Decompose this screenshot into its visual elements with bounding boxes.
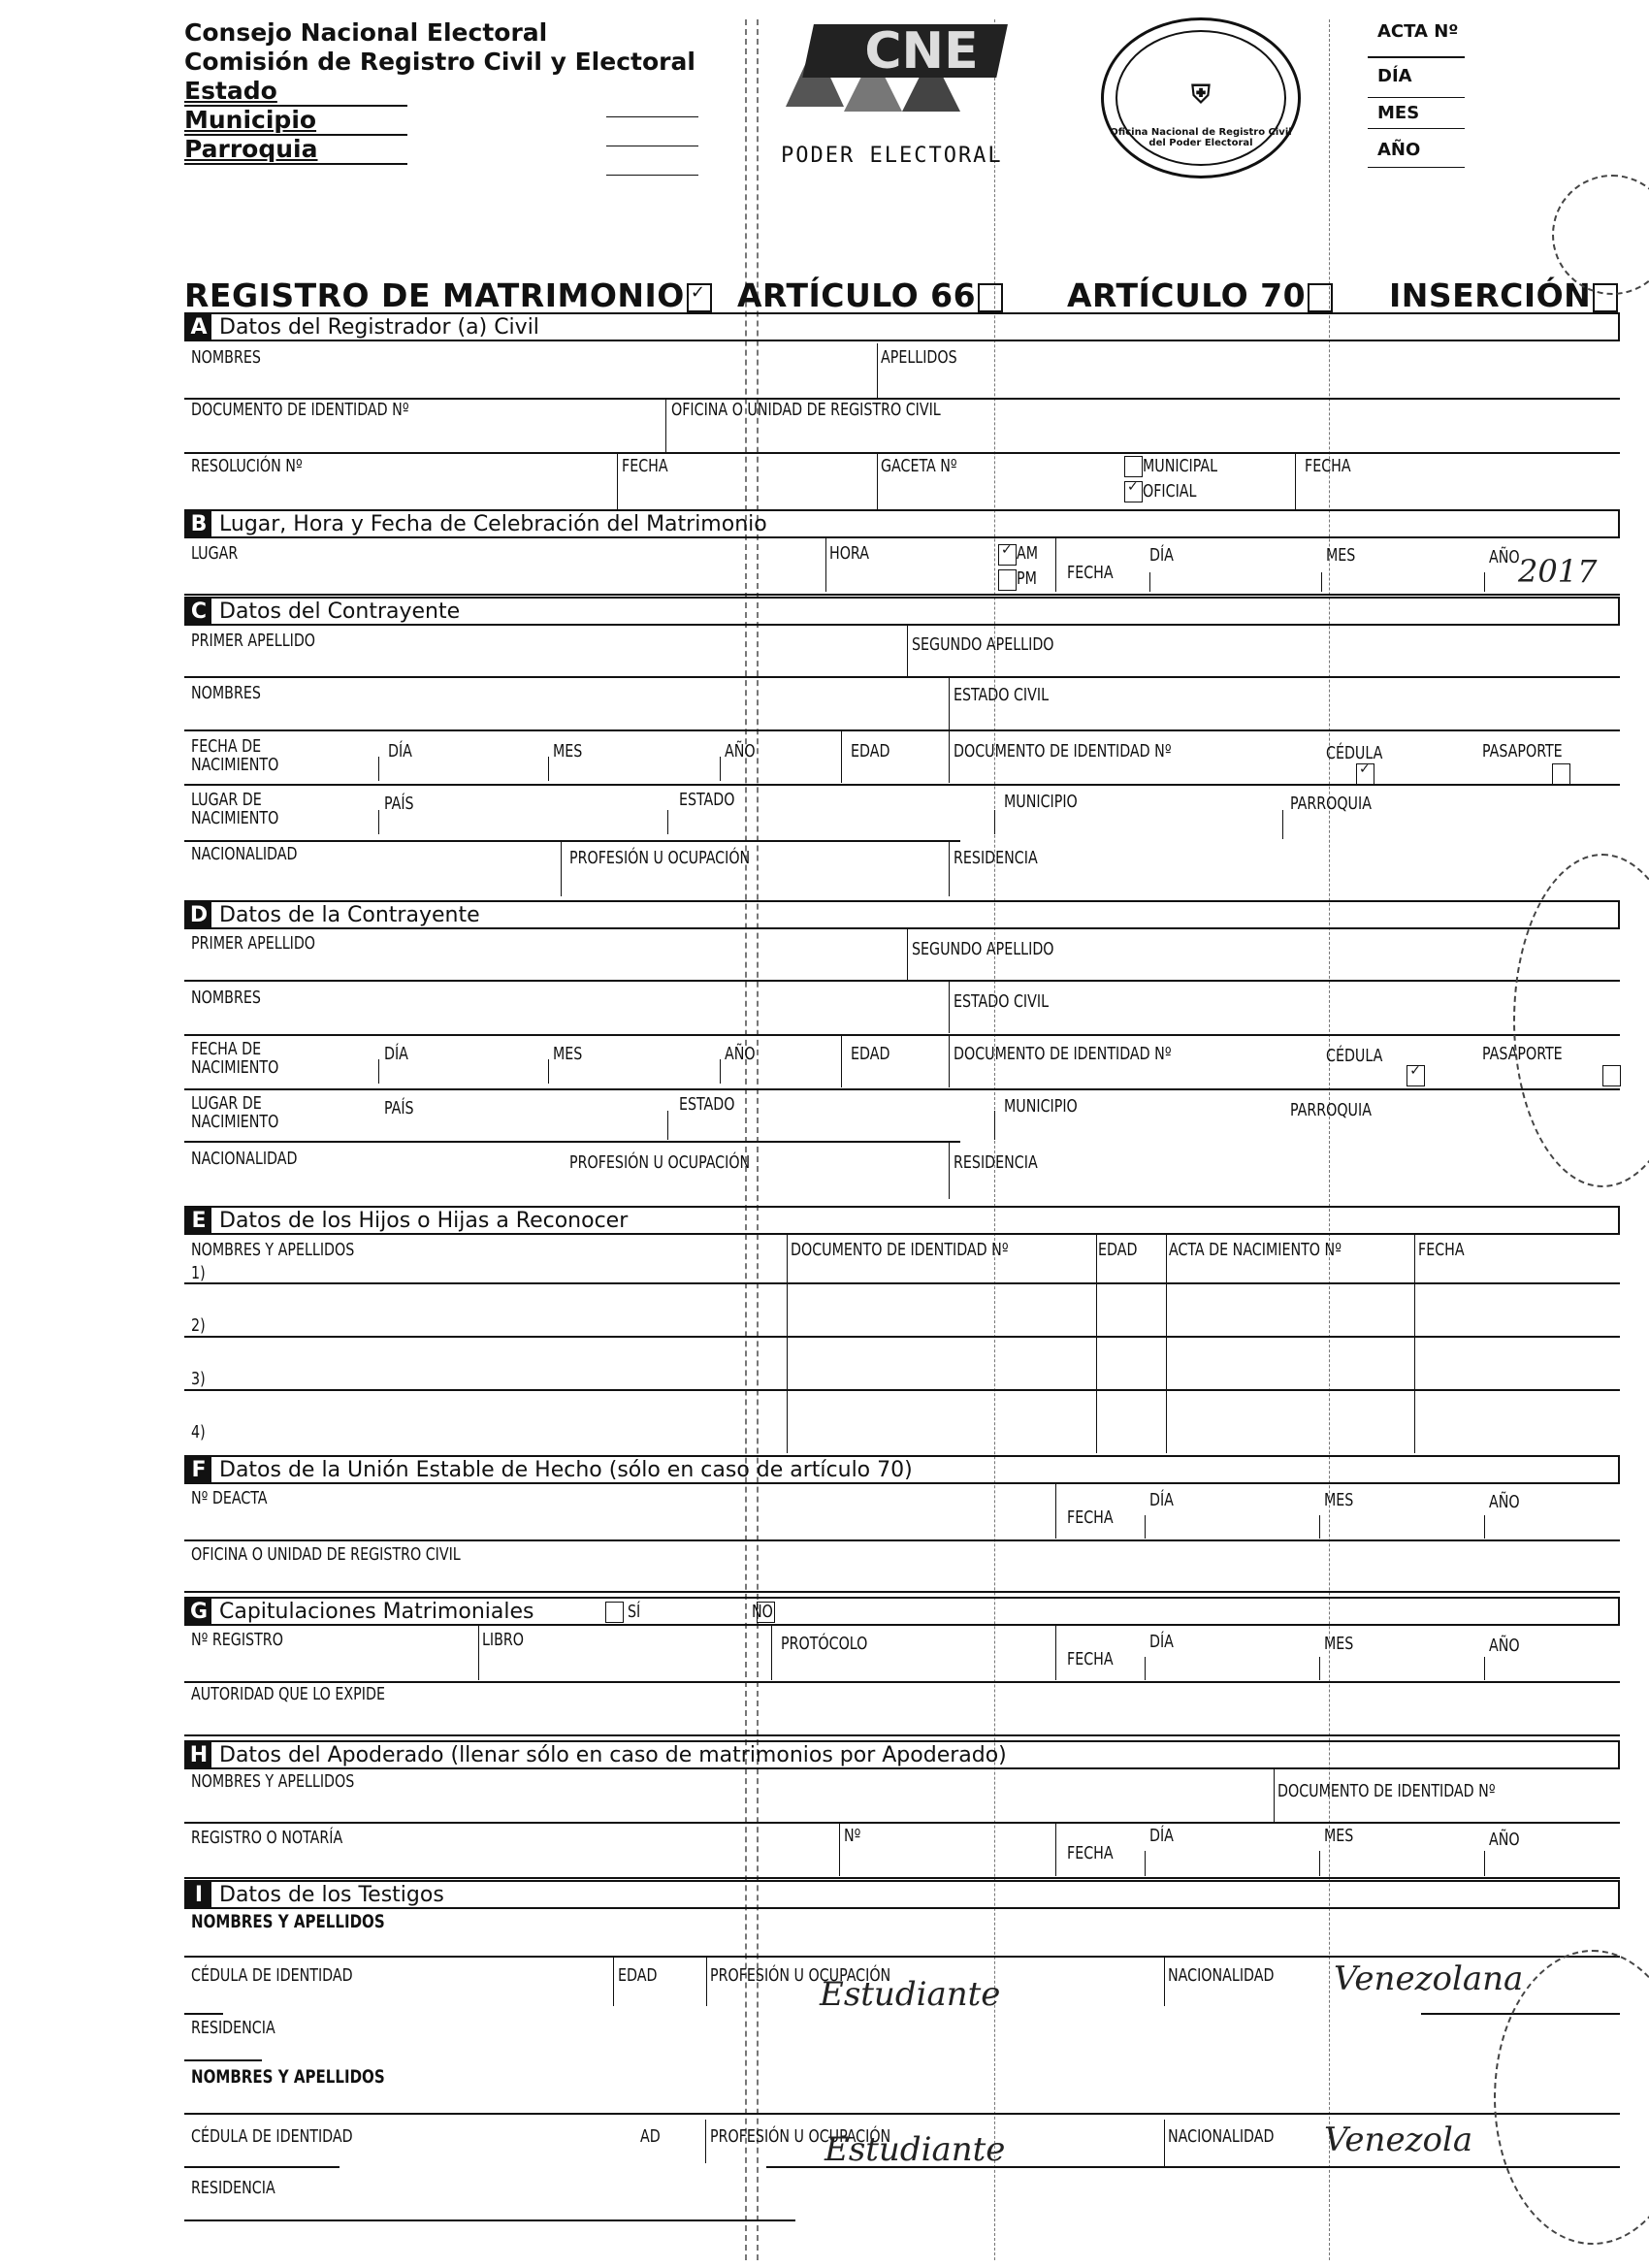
col-edad: EDAD — [1098, 1240, 1138, 1260]
celebracion-anio-label: AÑO — [1489, 547, 1520, 567]
c-fecha-nac-label: FECHA DE NACIMIENTO — [191, 736, 279, 775]
d-fecha-nac-label: FECHA DE NACIMIENTO — [191, 1039, 279, 1078]
d-documento-label: DOCUMENTO DE IDENTIDAD Nº — [954, 1044, 1172, 1064]
c-nombres-label: NOMBRES — [191, 683, 261, 703]
section-g-header — [184, 1597, 1620, 1626]
d-parroquia-label: PARROQUIA — [1290, 1100, 1372, 1120]
g-no-label: NO — [752, 1602, 773, 1622]
section-title: Capitulaciones Matrimoniales — [219, 1600, 534, 1624]
acta-mes-field[interactable] — [1368, 128, 1465, 129]
w1-residencia-label: RESIDENCIA — [191, 2018, 275, 2038]
f-mes-label: MES — [1324, 1490, 1354, 1510]
hora-label: HORA — [829, 543, 869, 564]
acta-dia-field[interactable] — [1368, 97, 1465, 98]
section-b-header — [184, 509, 1620, 538]
parroquia-line[interactable] — [606, 175, 698, 176]
articulo-66 — [737, 276, 1003, 314]
g-anio-label: AÑO — [1489, 1636, 1520, 1656]
w2-profesion-value[interactable]: Estudiante — [824, 2130, 1006, 2169]
w1-nacionalidad-value[interactable]: Venezolana — [1334, 1960, 1524, 1998]
w2-residencia-label: RESIDENCIA — [191, 2178, 275, 2198]
section-letter: D — [186, 902, 211, 927]
d-estado-civil-label: ESTADO CIVIL — [954, 991, 1050, 1012]
articulo70-checkbox[interactable] — [1308, 283, 1333, 312]
section-title: Lugar, Hora y Fecha de Celebración del Matrimonio — [219, 512, 767, 536]
h-documento-label: DOCUMENTO DE IDENTIDAD Nº — [1277, 1781, 1496, 1801]
d-nombres-label: NOMBRES — [191, 988, 261, 1008]
celebracion-fecha-label: FECHA — [1067, 563, 1114, 583]
section-title: Datos de la Contrayente — [219, 903, 480, 927]
registro-matrimonio — [184, 276, 712, 314]
d-pasaporte-label: PASAPORTE — [1482, 1044, 1563, 1064]
articulo-70 — [1067, 276, 1333, 314]
registrar-nombres-label: NOMBRES — [191, 347, 261, 368]
d-dia-label: DÍA — [384, 1044, 408, 1064]
svg-text:CNE: CNE — [864, 22, 979, 81]
d-pais-label: PAÍS — [384, 1098, 414, 1118]
registrar-apellidos-label: APELLIDOS — [881, 347, 957, 368]
scan-line — [757, 19, 759, 2260]
pm-option: PM — [996, 568, 1040, 591]
w2-cedula-label: CÉDULA DE IDENTIDAD — [191, 2126, 353, 2147]
registrar-oficina-label: OFICINA O UNIDAD DE REGISTRO CIVIL — [671, 400, 941, 420]
g-si-label: SÍ — [628, 1602, 641, 1622]
coat-of-arms-icon: ⛨ — [1191, 81, 1211, 110]
w1-profesion-label: PROFESIÓN U OCUPACIÓN — [710, 1965, 891, 1986]
section-c-header — [184, 597, 1620, 626]
w2-profesion-label: PROFESIÓN U OCUPACIÓN — [710, 2126, 891, 2147]
d-residencia-label: RESIDENCIA — [954, 1152, 1038, 1173]
f-no-acta-label: Nº DEACTA — [191, 1488, 268, 1508]
acta-no-field[interactable] — [1368, 56, 1465, 58]
c-pasaporte-label: PASAPORTE — [1482, 741, 1563, 761]
section-letter: E — [186, 1208, 211, 1233]
resolucion-label: RESOLUCIÓN Nº — [191, 456, 303, 476]
d-mes-label: MES — [553, 1044, 583, 1064]
section-letter: B — [186, 511, 211, 536]
c-primer-apellido-label: PRIMER APELLIDO — [191, 631, 316, 651]
c-cedula-checkbox[interactable]: ✓ — [1356, 763, 1374, 785]
section-letter: I — [186, 1882, 211, 1907]
registrar-documento-label: DOCUMENTO DE IDENTIDAD Nº — [191, 400, 409, 420]
h-dia-label: DÍA — [1149, 1826, 1174, 1846]
h-anio-label: AÑO — [1489, 1830, 1520, 1850]
section-title: Datos del Contrayente — [219, 599, 461, 624]
parroquia-label: Parroquia — [184, 135, 318, 163]
section-letter: F — [186, 1457, 211, 1482]
registro-checkbox[interactable]: ✓ — [687, 283, 712, 312]
acta-anio-field[interactable] — [1368, 167, 1465, 168]
section-a-header — [184, 312, 1620, 341]
acta-anio-label: AÑO — [1377, 140, 1421, 160]
c-estado-label: ESTADO — [679, 790, 735, 810]
articulo66-label: ARTÍCULO 66 — [737, 276, 977, 314]
col-fecha: FECHA — [1418, 1240, 1465, 1260]
c-edad-label: EDAD — [851, 741, 890, 761]
scan-line — [1329, 19, 1330, 2260]
c-municipio-label: MUNICIPIO — [1004, 792, 1078, 812]
c-residencia-label: RESIDENCIA — [954, 848, 1038, 868]
f-anio-label: AÑO — [1489, 1492, 1520, 1512]
pm-checkbox[interactable] — [998, 569, 1017, 591]
section-letter: H — [186, 1742, 211, 1767]
municipio-label: Municipio — [184, 106, 317, 134]
acta-mes-label: MES — [1377, 103, 1420, 123]
d-edad-label: EDAD — [851, 1044, 890, 1064]
am-checkbox[interactable]: ✓ — [998, 544, 1017, 566]
c-dia-label: DÍA — [388, 741, 412, 761]
commission-name: Comisión de Registro Civil y Electoral — [184, 48, 695, 76]
w1-edad-label: EDAD — [618, 1965, 658, 1986]
section-title: Datos del Apoderado (llenar sólo en caso de matrimonios por Apoderado) — [219, 1743, 1007, 1767]
articulo66-checkbox[interactable] — [978, 283, 1003, 312]
g-no-registro-label: Nº REGISTRO — [191, 1630, 283, 1650]
section-i-header — [184, 1880, 1620, 1909]
section-title: Datos de los Testigos — [219, 1883, 444, 1907]
g-autoridad-label: AUTORIDAD QUE LO EXPIDE — [191, 1684, 385, 1704]
gaceta-label: GACETA Nº — [881, 456, 957, 476]
w1-nombres-label: NOMBRES Y APELLIDOS — [191, 1911, 385, 1932]
section-title: Datos de los Hijos o Hijas a Reconocer — [219, 1209, 629, 1233]
registro-label: REGISTRO DE MATRIMONIO — [184, 276, 685, 314]
f-oficina-label: OFICINA O UNIDAD DE REGISTRO CIVIL — [191, 1544, 461, 1565]
d-nacionalidad-label: NACIONALIDAD — [191, 1149, 298, 1169]
acta-no-label: ACTA Nº — [1377, 21, 1459, 42]
section-letter: C — [186, 599, 211, 624]
h-numero-label: Nº — [844, 1826, 861, 1846]
section-e-header — [184, 1206, 1620, 1235]
logo-subtitle: PODER ELECTORAL — [781, 144, 1003, 168]
insercion-label: INSERCIÓN — [1389, 276, 1592, 314]
h-fecha-label: FECHA — [1067, 1843, 1114, 1863]
w1-cedula-label: CÉDULA DE IDENTIDAD — [191, 1965, 353, 1986]
w2-nacionalidad-value[interactable]: Venezola — [1324, 2121, 1473, 2159]
d-estado-label: ESTADO — [679, 1094, 735, 1115]
col-acta: ACTA DE NACIMIENTO Nº — [1169, 1240, 1342, 1260]
d-profesion-label: PROFESIÓN U OCUPACIÓN — [569, 1152, 751, 1173]
org-name: Consejo Nacional Electoral — [184, 18, 548, 47]
w2-edad-label: AD — [640, 2126, 661, 2147]
d-primer-apellido-label: PRIMER APELLIDO — [191, 933, 316, 954]
c-pais-label: PAÍS — [384, 794, 414, 814]
c-mes-label: MES — [553, 741, 583, 761]
f-fecha-label: FECHA — [1067, 1507, 1114, 1528]
gaceta-oficial-option: ✓ OFICIAL — [1122, 481, 1204, 502]
c-profesion-label: PROFESIÓN U OCUPACIÓN — [569, 848, 751, 868]
d-cedula-label: CÉDULA — [1326, 1046, 1383, 1066]
c-estado-civil-label: ESTADO CIVIL — [954, 685, 1050, 705]
table-row: 2) — [191, 1315, 206, 1336]
section-title: Datos de la Unión Estable de Hecho (sólo en caso de artículo 70) — [219, 1458, 913, 1482]
g-mes-label: MES — [1324, 1634, 1354, 1654]
c-cedula-label: CÉDULA — [1326, 743, 1383, 763]
f-dia-label: DÍA — [1149, 1490, 1174, 1510]
c-segundo-apellido-label: SEGUNDO APELLIDO — [912, 634, 1054, 655]
articulo70-label: ARTÍCULO 70 — [1067, 276, 1307, 314]
g-protocolo-label: PROTÓCOLO — [781, 1634, 868, 1654]
d-lugar-nac-label: LUGAR DE NACIMIENTO — [191, 1093, 279, 1132]
estado-label: Estado — [184, 77, 277, 105]
scan-line — [994, 19, 995, 2260]
w2-nombres-label: NOMBRES Y APELLIDOS — [191, 2066, 385, 2088]
scan-line — [745, 19, 747, 2260]
d-cedula-checkbox[interactable]: ✓ — [1406, 1065, 1425, 1086]
w2-nacionalidad-label: NACIONALIDAD — [1168, 2126, 1275, 2147]
estado-line[interactable] — [606, 116, 698, 117]
section-f-header — [184, 1455, 1620, 1484]
section-letter: G — [186, 1599, 211, 1624]
table-row: 4) — [191, 1422, 206, 1442]
col-documento: DOCUMENTO DE IDENTIDAD Nº — [791, 1240, 1009, 1260]
c-pasaporte-checkbox[interactable] — [1552, 763, 1570, 785]
col-nombres: NOMBRES Y APELLIDOS — [191, 1240, 355, 1260]
g-dia-label: DÍA — [1149, 1632, 1174, 1652]
g-fecha-label: FECHA — [1067, 1649, 1114, 1669]
section-d-header — [184, 900, 1620, 929]
h-nombres-label: NOMBRES Y APELLIDOS — [191, 1771, 355, 1792]
w1-profesion-value[interactable]: Estudiante — [820, 1975, 1001, 2014]
c-lugar-nac-label: LUGAR DE NACIMIENTO — [191, 790, 279, 828]
c-nacionalidad-label: NACIONALIDAD — [191, 844, 298, 864]
oficial-checkbox[interactable]: ✓ — [1124, 481, 1143, 502]
section-h-header — [184, 1740, 1620, 1769]
table-row: 1) — [191, 1263, 206, 1283]
resolucion-fecha-label: FECHA — [622, 456, 668, 476]
d-municipio-label: MUNICIPIO — [1004, 1096, 1078, 1117]
c-anio-label: AÑO — [725, 741, 756, 761]
celebracion-anio-value[interactable]: 2017 — [1518, 553, 1598, 590]
am-option: ✓ AM — [996, 543, 1041, 566]
g-si-checkbox[interactable] — [605, 1602, 624, 1623]
gaceta-fecha-label: FECHA — [1305, 456, 1351, 476]
d-anio-label: AÑO — [725, 1044, 756, 1064]
h-mes-label: MES — [1324, 1826, 1354, 1846]
gaceta-municipal-option: MUNICIPAL — [1122, 456, 1228, 477]
municipal-checkbox[interactable] — [1124, 456, 1143, 477]
registry-seal: ⛨ Oficina Nacional de Registro Civil del Poder Electoral — [1101, 17, 1301, 178]
h-registro-label: REGISTRO O NOTARÍA — [191, 1828, 343, 1848]
section-letter: A — [186, 314, 211, 340]
c-parroquia-label: PARROQUIA — [1290, 794, 1372, 814]
c-documento-label: DOCUMENTO DE IDENTIDAD Nº — [954, 741, 1172, 761]
celebracion-dia-label: DÍA — [1149, 545, 1174, 566]
lugar-label: LUGAR — [191, 543, 239, 564]
section-title: Datos del Registrador (a) Civil — [219, 315, 539, 340]
cne-logo — [776, 19, 1067, 126]
d-segundo-apellido-label: SEGUNDO APELLIDO — [912, 939, 1054, 959]
celebracion-mes-label: MES — [1326, 545, 1356, 566]
g-libro-label: LIBRO — [482, 1630, 525, 1650]
table-row: 3) — [191, 1369, 206, 1389]
acta-dia-label: DÍA — [1377, 66, 1412, 86]
w1-nacionalidad-label: NACIONALIDAD — [1168, 1965, 1275, 1986]
